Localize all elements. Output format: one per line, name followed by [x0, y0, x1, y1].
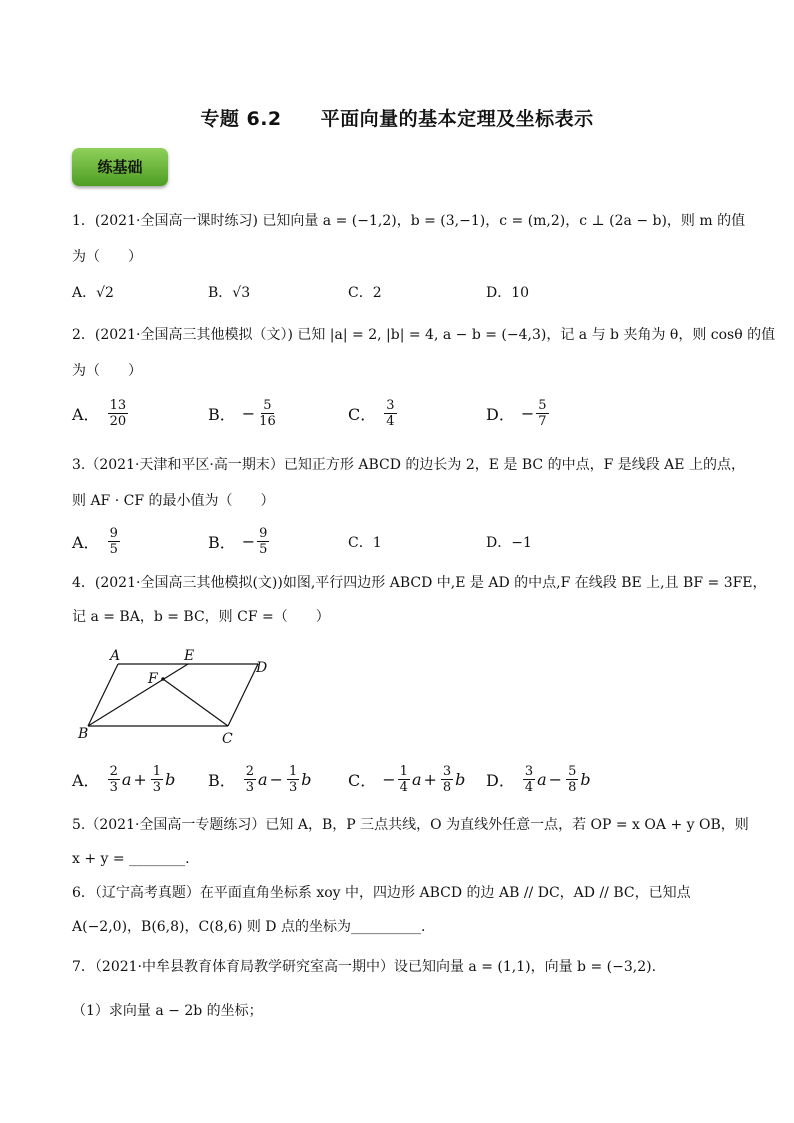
term2-fraction [151, 764, 163, 795]
q4-option-b-label: B． [208, 771, 236, 790]
q2-option-b-sign: − [241, 404, 256, 423]
fraction-numerator: 5 [538, 398, 547, 413]
q2-option-a [72, 398, 130, 429]
label-a: A [110, 648, 121, 664]
q2-option-a-fraction [108, 398, 129, 429]
fraction-denominator: 5 [259, 542, 268, 557]
point-f [161, 677, 165, 681]
fraction-denominator: 5 [109, 542, 118, 557]
fraction-numerator: 2 [109, 764, 118, 779]
label-e: E [184, 648, 195, 664]
fraction-numerator: 1 [289, 764, 298, 779]
fraction-denominator: 8 [568, 780, 577, 795]
q1-stem-line2: 为（ ） [72, 249, 142, 265]
q1-option-d: D．10 [486, 285, 530, 301]
q2-option-d [486, 398, 551, 429]
term2-fraction [287, 764, 299, 795]
q3-stem-line2: 则 AF · CF 的最小值为（ ） [72, 493, 275, 509]
q4-option-c-label: C． [348, 771, 377, 790]
fraction-denominator: 20 [109, 414, 127, 429]
q4-option-d-label: D． [486, 771, 515, 790]
vector-b: b [301, 770, 312, 789]
fraction-denominator: 3 [245, 780, 255, 795]
fraction-denominator: 16 [259, 414, 276, 429]
q1-option-c: C．2 [348, 285, 382, 301]
q2-stem-line1: 2．(2021·全国高三其他模拟（文）) 已知 |a| = 2, |b| = 4, a − b = (−4,3)，记 a 与 b 夹角为 θ，则 cosθ 的值 [72, 327, 776, 343]
label-c: C [222, 731, 233, 746]
segment-dc [228, 664, 258, 726]
term1-fraction [244, 764, 256, 795]
q4-option-a-label: A． [72, 771, 100, 790]
q2-option-d-label: D． [486, 405, 515, 424]
q2-option-b-fraction [257, 398, 278, 429]
q3-option-a [72, 526, 122, 557]
q2-option-d-fraction [536, 398, 548, 429]
section-badge: 练基础 [72, 148, 168, 186]
q1-option-a: A．√2 [72, 285, 114, 301]
q3-option-a-fraction [108, 526, 120, 557]
fraction-numerator: 3 [386, 398, 395, 413]
q4-option-d [486, 764, 591, 795]
operator: − [269, 770, 283, 789]
fraction-denominator: 4 [399, 780, 408, 795]
vector-b: b [455, 770, 466, 789]
q3-option-b-sign: − [241, 532, 256, 551]
fraction-denominator: 3 [152, 780, 162, 795]
fraction-numerator: 1 [399, 764, 408, 779]
q4-option-b [208, 764, 312, 795]
q7-part1: （1）求向量 a − 2b 的坐标； [72, 1003, 263, 1019]
q1-option-b: B．√3 [208, 285, 251, 301]
q6-stem-line2: A(−2,0)，B(6,8)，C(8,6) 则 D 点的坐标为__________. [72, 919, 426, 935]
page-title: 专题 6.2 平面向量的基本定理及坐标表示 [200, 108, 594, 130]
q2-option-c [348, 398, 399, 429]
fraction-numerator: 1 [152, 764, 162, 779]
fraction-numerator: 3 [524, 764, 534, 779]
q5-stem-line2: x + y = ________. [72, 851, 190, 867]
q4-stem-line2: 记 a = BA，b = BC，则 CF =（ ） [72, 609, 330, 625]
term1-fraction [398, 764, 410, 795]
q3-option-b-label: B． [208, 533, 236, 552]
vector-b: b [580, 770, 591, 789]
q3-stem-line1: 3.（2021·天津和平区·高一期末）已知正方形 ABCD 的边长为 2，E 是 BC 的中点，F 是线段 AE 上的点， [72, 457, 745, 473]
parallelogram-figure [70, 646, 280, 746]
label-f: F [148, 671, 158, 687]
term1-fraction [523, 764, 535, 795]
q1-stem-line1: 1．(2021·全国高一课时练习) 已知向量 a = (−1,2)，b = (3,−1)，c = (m,2)，c ⊥ (2a − b)，则 m 的值 [72, 213, 746, 229]
vector-b: b [165, 770, 176, 789]
fraction-numerator: 3 [442, 764, 452, 779]
operator: − [548, 770, 563, 789]
vector-a: a [537, 770, 547, 789]
vector-a: a [121, 770, 132, 789]
q4-option-c [348, 764, 465, 795]
fraction-numerator: 9 [259, 526, 268, 541]
q2-option-d-sign: − [520, 404, 535, 423]
term1-fraction [108, 764, 120, 795]
fraction-denominator: 7 [538, 414, 547, 429]
q2-option-c-fraction [384, 398, 396, 429]
q2-option-c-label: C． [348, 405, 377, 424]
fraction-denominator: 4 [386, 414, 395, 429]
operator: + [133, 770, 147, 789]
q3-option-c: C．1 [348, 535, 382, 551]
fraction-numerator: 9 [109, 526, 118, 541]
q4-stem-line1: 4．(2021·全国高三其他模拟(文))如图,平行四边形 ABCD 中,E 是 AD 的中点,F 在线段 BE 上,且 BF = 3FE， [72, 575, 767, 591]
fraction-numerator: 2 [245, 764, 255, 779]
q5-stem-line1: 5.（2021·全国高一专题练习）已知 A，B，P 三点共线，O 为直线外任意一点，若 OP = x OA + y OB，则 [72, 817, 749, 833]
q3-option-a-label: A． [72, 533, 100, 552]
fraction-denominator: 3 [289, 780, 298, 795]
term2-fraction [441, 764, 453, 795]
q3-option-b [208, 526, 271, 557]
q4-option-a [72, 764, 175, 795]
q2-option-b [208, 398, 280, 429]
fraction-denominator: 8 [442, 780, 452, 795]
term2-fraction [566, 764, 578, 795]
operator: + [423, 770, 437, 789]
q3-option-b-fraction [257, 526, 269, 557]
q3-option-d: D．−1 [486, 535, 532, 551]
vector-a: a [411, 770, 422, 789]
q2-option-b-label: B． [208, 405, 236, 424]
fraction-numerator: 5 [568, 764, 577, 779]
q2-option-a-label: A． [72, 405, 100, 424]
fraction-denominator: 3 [109, 780, 118, 795]
label-b: B [78, 726, 89, 742]
q2-stem-line2: 为（ ） [72, 363, 142, 379]
q6-stem-line1: 6．（辽宁高考真题）在平面直角坐标系 xoy 中，四边形 ABCD 的边 AB // DC，AD // BC，已知点 [72, 885, 691, 901]
fraction-numerator: 13 [109, 398, 127, 413]
fraction-denominator: 4 [524, 780, 534, 795]
fraction-numerator: 5 [263, 398, 272, 413]
label-d: D [256, 660, 268, 676]
q7-stem-line1: 7．（2021·中牟县教育体育局教学研究室高一期中）设已知向量 a = (1,1)，向量 b = (−3,2). [72, 959, 657, 975]
term-sign: − [382, 770, 396, 789]
vector-a: a [258, 770, 268, 789]
segment-fc [163, 679, 228, 726]
